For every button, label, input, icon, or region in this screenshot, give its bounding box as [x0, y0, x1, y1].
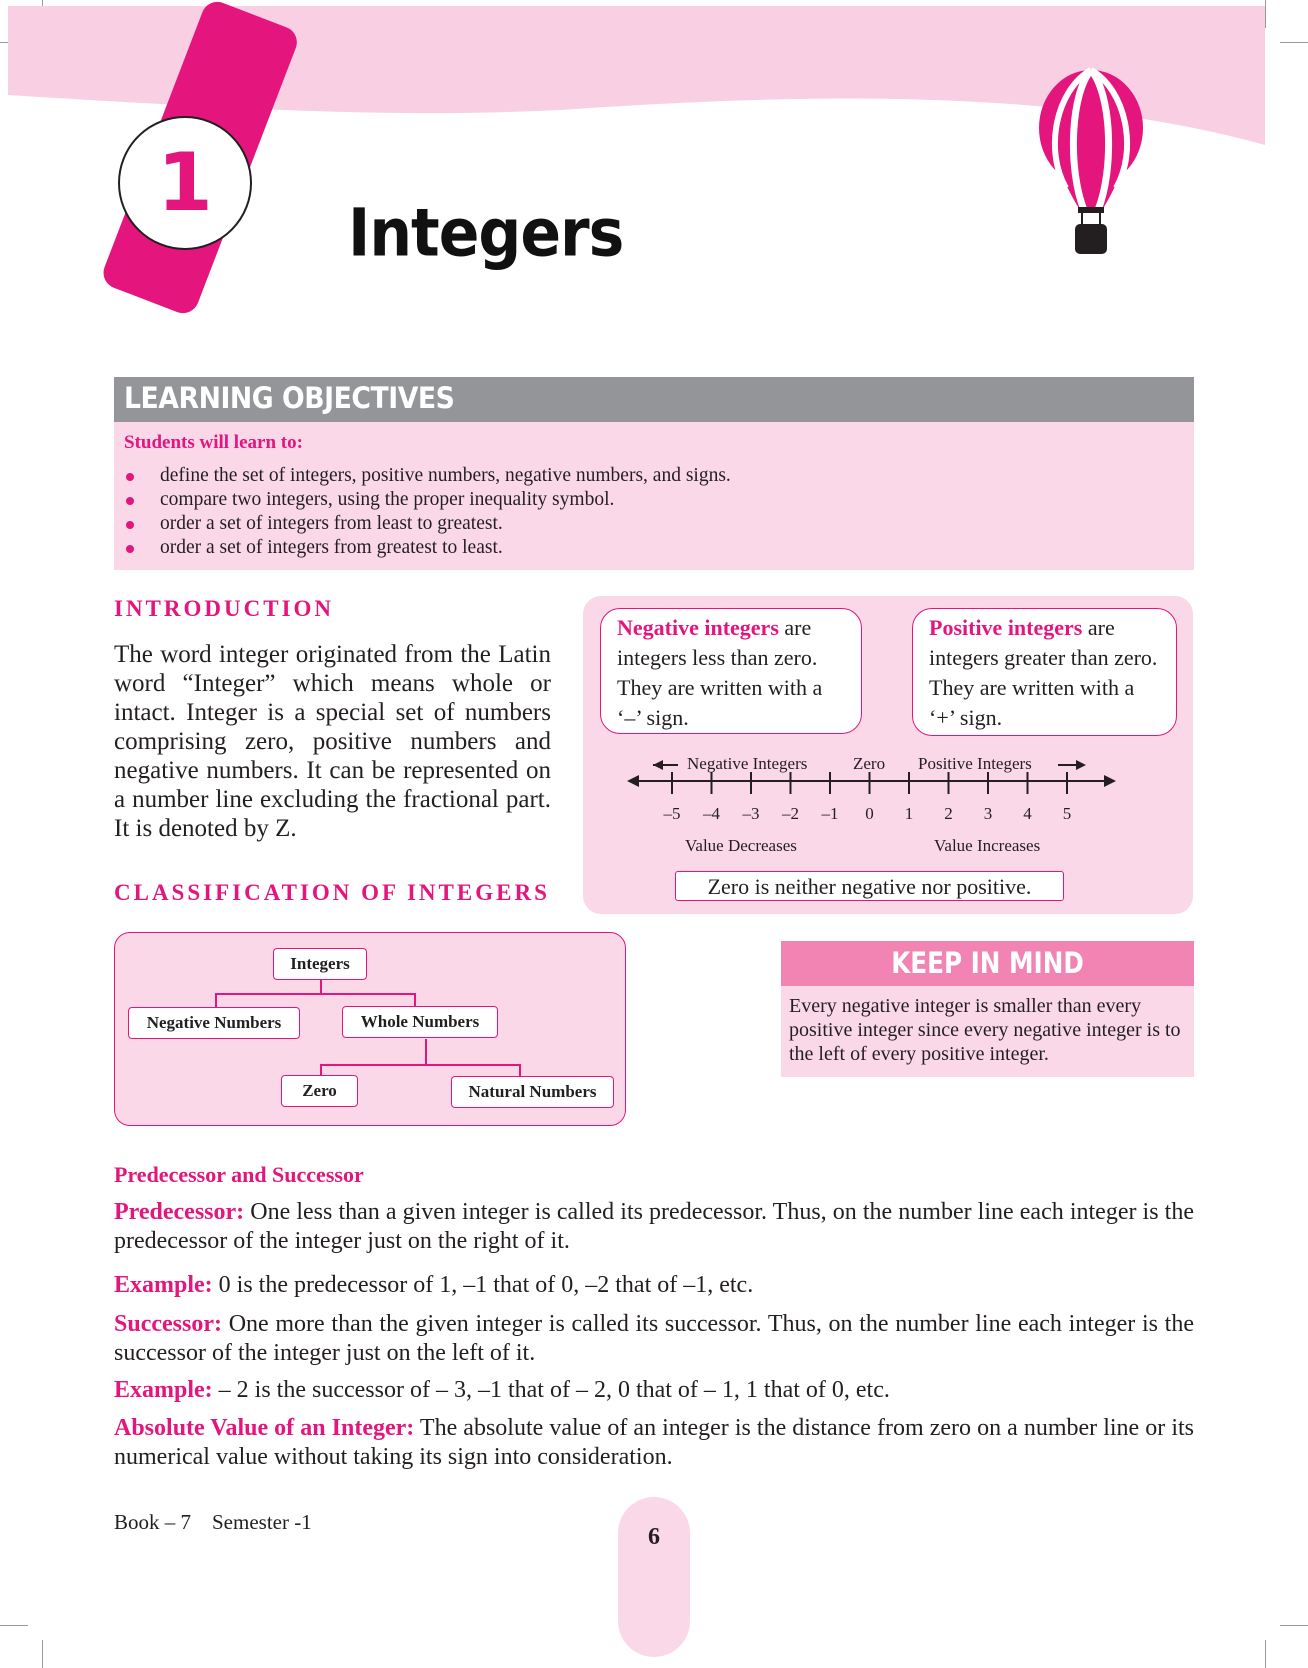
number-line-tick-label: –1: [821, 804, 839, 823]
example-label: Example:: [114, 1377, 213, 1403]
number-line-tick-label: 5: [1062, 804, 1072, 823]
zero-label: Zero: [853, 754, 886, 773]
chapter-title: Integers: [348, 195, 624, 272]
learning-objectives-box: [114, 422, 1194, 570]
number-line-tick-label: 1: [904, 804, 914, 823]
learning-objectives-header: [114, 377, 1194, 422]
positive-integers-term: Positive integers: [929, 615, 1083, 640]
number-line-tick-label: –2: [782, 804, 799, 823]
number-line-tick-label: 4: [1023, 804, 1032, 823]
list-item: define the set of integers, positive numbers, negative numbers, and signs.: [124, 464, 731, 488]
example-paragraph: [114, 1271, 1194, 1300]
positive-integers-label: Positive Integers: [918, 754, 1032, 773]
classification-heading: CLASSIFICATION OF INTEGERS: [114, 880, 550, 905]
crop-mark: [42, 1640, 43, 1668]
number-line-tick-label: 0: [865, 804, 874, 823]
footer-book-label: Book – 7 Semester -1: [114, 1510, 312, 1534]
successor-text: One more than the given integer is called its successor. Thus, on the number line each integer is the successor of the integer just on the left of it.: [114, 1311, 1194, 1366]
keep-in-mind-title: KEEP IN MIND: [891, 946, 1084, 980]
chapter-number: 1: [157, 136, 213, 229]
arrow-right-icon: [1076, 760, 1086, 770]
node-negative-numbers: Negative Numbers: [128, 1007, 300, 1039]
pred-succ-heading: Predecessor and Successor: [114, 1162, 364, 1187]
negative-integers-label: Negative Integers: [687, 754, 808, 773]
page-number: 6: [648, 1524, 660, 1550]
list-item: compare two integers, using the proper inequality symbol.: [124, 488, 731, 512]
introduction-heading: INTRODUCTION: [114, 596, 335, 621]
predecessor-paragraph: [114, 1198, 1194, 1256]
keep-in-mind-text: Every negative integer is smaller than every positive integer since every negative integer is to the left of every positive integer.: [789, 995, 1181, 1065]
successor-paragraph: [114, 1310, 1194, 1368]
absolute-value-text: The absolute value of an integer is the distance from zero on a number line or its numerical value without taking its sign into consideration.: [114, 1415, 1195, 1470]
predecessor-label: Predecessor:: [114, 1199, 245, 1225]
node-whole-numbers: Whole Numbers: [342, 1006, 498, 1038]
example-text: 0 is the predecessor of 1, –1 that of 0, –2 that of –1, etc.: [212, 1272, 754, 1298]
arrow-left-icon: [653, 760, 663, 770]
learning-objectives-title: LEARNING OBJECTIVES: [124, 381, 455, 415]
example-paragraph: [114, 1376, 1194, 1405]
node-zero: Zero: [281, 1075, 358, 1107]
absolute-value-paragraph: [114, 1414, 1194, 1472]
learning-objectives-list: [124, 464, 731, 560]
node-natural-numbers: Natural Numbers: [451, 1076, 614, 1108]
arrow-left-icon: [627, 775, 639, 787]
list-item: order a set of integers from least to greatest.: [124, 512, 731, 536]
number-line-tick-label: –3: [742, 804, 760, 823]
value-increases-label: Value Increases: [934, 836, 1041, 855]
page-number-tab: [618, 1497, 690, 1657]
crop-mark: [1265, 1640, 1266, 1668]
example-text: – 2 is the successor of – 3, –1 that of – 2, 0 that of – 1, 1 that of 0, etc.: [212, 1377, 890, 1403]
value-decreases-label: Value Decreases: [685, 836, 797, 855]
crop-mark: [1280, 1625, 1308, 1626]
negative-integers-definition: are integers less than zero. They are written with a ‘–’ sign.: [617, 615, 823, 730]
list-item: order a set of integers from greatest to least.: [124, 536, 731, 560]
hot-air-balloon-icon: [1039, 70, 1143, 254]
classification-diagram: [114, 932, 626, 1126]
zero-note: Zero is neither negative nor positive.: [675, 871, 1064, 901]
node-integers: Integers: [273, 948, 367, 980]
number-line-tick-label: 3: [983, 804, 993, 823]
crop-mark: [0, 1625, 28, 1626]
negative-integers-term: Negative integers: [617, 615, 779, 640]
introduction-text: The word integer originated from the Latin word “Integer” which means whole or intact. Integer is a special set of numbers comprising zero, positive numbers and negative numbers. It can be represented on a number line excluding the fractional part. It is denoted by Z.: [114, 641, 551, 842]
keep-in-mind-header: [781, 941, 1194, 986]
predecessor-text: One less than a given integer is called its predecessor. Thus, on the number line each integer is the predecessor of the integer just on the right of it.: [114, 1199, 1194, 1254]
learning-objectives-subheading: Students will learn to:: [124, 432, 303, 453]
number-line-tick-label: –5: [663, 804, 681, 823]
example-label: Example:: [114, 1272, 213, 1298]
arrow-right-icon: [1104, 775, 1116, 787]
positive-integers-definition: are integers greater than zero. They are written with a ‘+’ sign.: [929, 615, 1158, 730]
keep-in-mind-box: [781, 986, 1194, 1077]
absolute-value-label: Absolute Value of an Integer:: [114, 1415, 415, 1441]
number-line-graphic: [583, 596, 1193, 914]
number-line-tick-label: 2: [944, 804, 953, 823]
successor-label: Successor:: [114, 1311, 222, 1337]
number-line-panel: [583, 596, 1193, 914]
number-line-tick-label: –4: [703, 804, 720, 823]
